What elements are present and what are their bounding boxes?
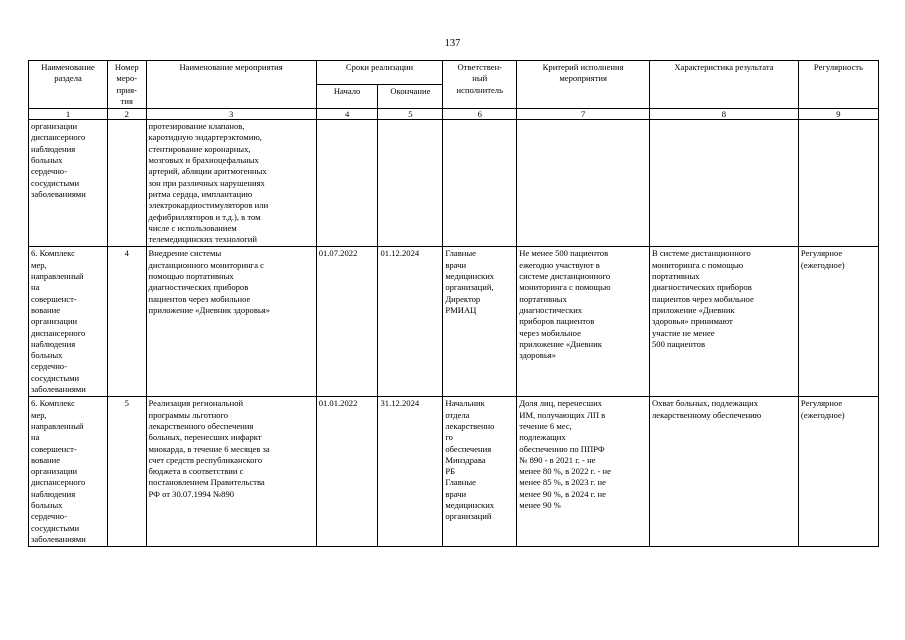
cell-section: организации диспансерного наблюдения больных сердечно- сосудистыми заболеваниями bbox=[29, 120, 108, 247]
table-row bbox=[29, 397, 879, 547]
header-result: Характеристика результата bbox=[649, 61, 798, 109]
cell-number: 5 bbox=[108, 397, 146, 547]
cell-executor: Начальник отдела лекарственно го обеспечения Минздрава РБ Главные врачи медицинских организаций bbox=[443, 397, 517, 547]
cell-end: 01.12.2024 bbox=[378, 247, 443, 397]
column-number: 6 bbox=[443, 109, 517, 120]
cell-event: протезирование клапанов, каротидную эндартерэктомию, стентирование коронарных, мозговых и брахиоцефальных артерий, абляции аритмогенных зон при различных нарушениях ритма сердца, имплантацию электрокардиостимуляторов или дефибрилляторов и т.д.), в том числе с использованием телемедицинских технологий bbox=[146, 120, 316, 247]
cell-event: Реализация региональной программы льготного лекарственного обеспечения больных, перенесших инфаркт миокарда, в течение 6 месяцев за счет средств республиканского бюджета в соответствии с постановлением Правительства РФ от 30.07.1994 №890 bbox=[146, 397, 316, 547]
header-section: Наименование раздела bbox=[29, 61, 108, 109]
page-number: 137 bbox=[444, 38, 461, 49]
cell-number bbox=[108, 120, 146, 247]
header-start: Начало bbox=[316, 85, 378, 109]
column-number: 4 bbox=[316, 109, 378, 120]
cell-regularity: Регулярное (ежегодное) bbox=[798, 397, 878, 547]
cell-section: 6. Комплекс мер, направленный на совершенст- вование организации диспансерного наблюдения больных сердечно- сосудистыми заболеваниями bbox=[29, 247, 108, 397]
events-table bbox=[28, 60, 879, 547]
column-number: 5 bbox=[378, 109, 443, 120]
column-number: 8 bbox=[649, 109, 798, 120]
column-number: 9 bbox=[798, 109, 878, 120]
header-event: Наименование мероприятия bbox=[146, 61, 316, 109]
cell-number: 4 bbox=[108, 247, 146, 397]
cell-event: Внедрение системы дистанционного мониторинга с помощью портативных диагностических приборов пациентов через мобильное приложение «Дневник здоровья» bbox=[146, 247, 316, 397]
column-number: 2 bbox=[108, 109, 146, 120]
column-numbers-row bbox=[29, 109, 879, 120]
cell-executor: Главные врачи медицинских организаций, Директор РМИАЦ bbox=[443, 247, 517, 397]
cell-section: 6. Комплекс мер, направленный на совершенст- вование организации диспансерного наблюдения больных сердечно- сосудистыми заболеваниями bbox=[29, 397, 108, 547]
header-terms: Сроки реализации bbox=[316, 61, 443, 85]
header-number: Номер меро- прия- тия bbox=[108, 61, 146, 109]
header-end: Окончание bbox=[378, 85, 443, 109]
cell-end: 31.12.2024 bbox=[378, 397, 443, 547]
cell-result bbox=[649, 120, 798, 247]
header-criterion: Критерий исполнения мероприятия bbox=[517, 61, 650, 109]
cell-start: 01.01.2022 bbox=[316, 397, 378, 547]
table-row bbox=[29, 120, 879, 247]
cell-result: Охват больных, подлежащих лекарственному обеспечению bbox=[649, 397, 798, 547]
cell-regularity bbox=[798, 120, 878, 247]
cell-start bbox=[316, 120, 378, 247]
header-executor: Ответствен- ный исполнитель bbox=[443, 61, 517, 109]
column-number: 7 bbox=[517, 109, 650, 120]
cell-criterion bbox=[517, 120, 650, 247]
cell-criterion: Не менее 500 пациентов ежегодно участвуют в системе дистанционного мониторинга с помощью портативных диагностических приборов пациентов через мобильное приложение «Дневник здоровья» bbox=[517, 247, 650, 397]
cell-criterion: Доля лиц, перенесших ИМ, получающих ЛП в течение 6 мес, подлежащих обеспечению по ППРФ № 890 - в 2021 г. - не менее 80 %, в 2022 г. - не менее 85 %, в 2023 г. не менее 90 %, в 2024 г. не менее 90 % bbox=[517, 397, 650, 547]
cell-start: 01.07.2022 bbox=[316, 247, 378, 397]
cell-regularity: Регулярное (ежегодное) bbox=[798, 247, 878, 397]
cell-executor bbox=[443, 120, 517, 247]
header-row bbox=[29, 61, 879, 85]
header-regularity: Регулярность bbox=[798, 61, 878, 109]
column-number: 3 bbox=[146, 109, 316, 120]
table-row bbox=[29, 247, 879, 397]
cell-result: В системе дистанционного мониторинга с помощью портативных диагностических приборов пациентов через мобильное приложение «Дневник здоровья» принимают участие не менее 500 пациентов bbox=[649, 247, 798, 397]
cell-end bbox=[378, 120, 443, 247]
column-number: 1 bbox=[29, 109, 108, 120]
